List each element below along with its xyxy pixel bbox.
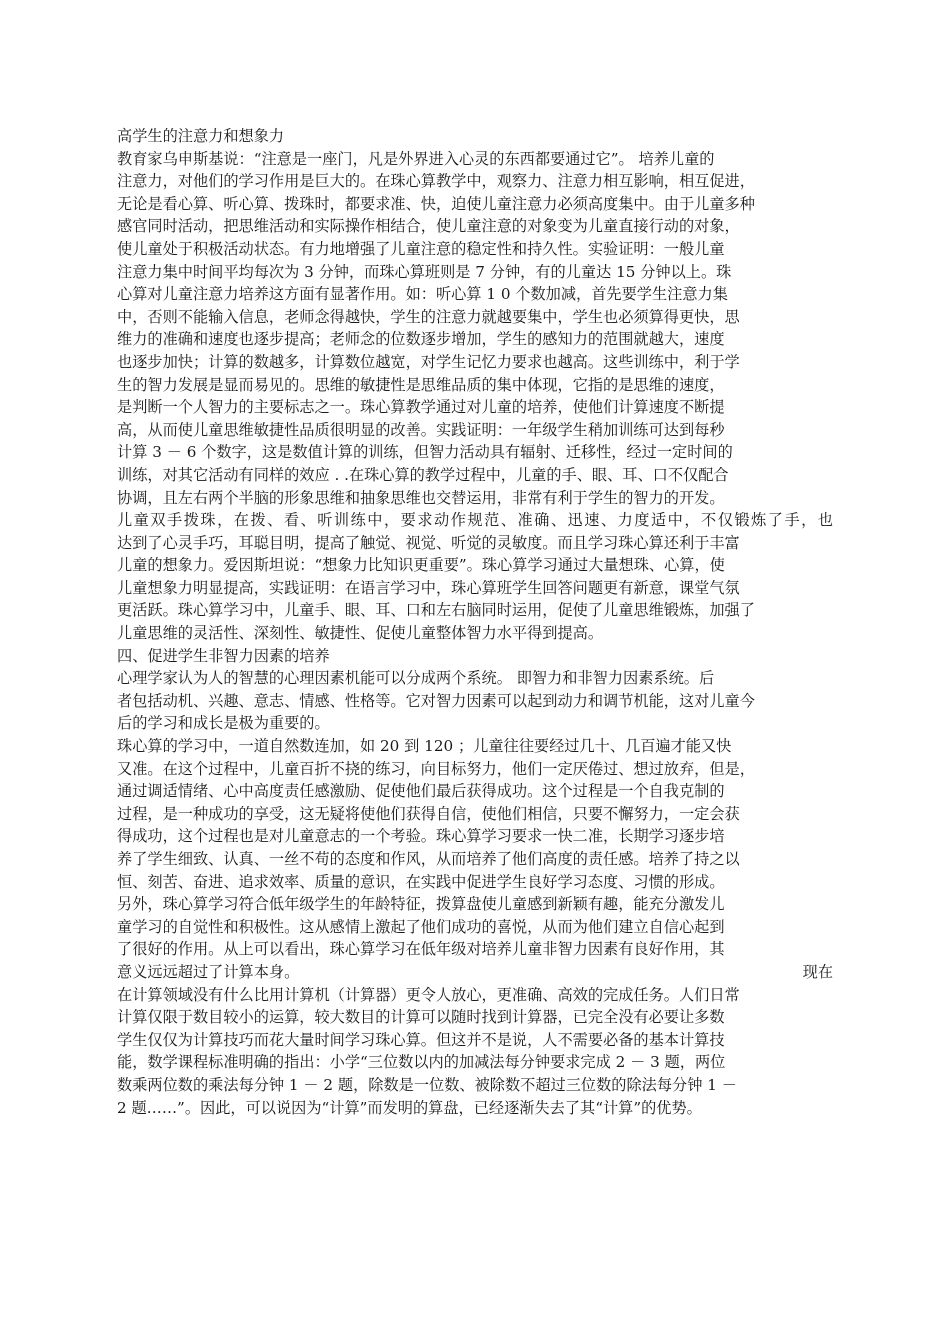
text-line: 通过调适情绪、心中高度责任感激励、促使他们最后获得成功。这个过程是一个自我克制的	[117, 782, 725, 801]
text-line: 儿童思维的灵活性、深刻性、敏捷性、促使儿童整体智力水平得到提高。	[117, 624, 603, 643]
text-line-left: 意义远远超过了计算本身。	[117, 962, 300, 981]
paragraph-block	[117, 984, 833, 1120]
text-line: 计算 3 － 6 个数字，这是数值计算的训练，但智力活动具有辐射、迁移性，经过一定时间的	[117, 443, 733, 462]
text-line: 教育家乌申斯基说：“注意是一座门，凡是外界进入心灵的东西都要通过它”。 培养儿童的	[117, 149, 715, 168]
text-line: 更活跃。珠心算学习中，儿童手、眼、耳、口和左右脑同时运用，促使了儿童思维锻炼，加强了	[117, 601, 755, 620]
text-line-split	[117, 961, 833, 984]
text-line: 另外，珠心算学习符合低年级学生的年龄特征，拨算盘使儿童感到新颖有趣，能充分激发儿	[117, 895, 725, 914]
text-line: 又准。在这个过程中，儿童百折不挠的练习，向目标努力，他们一定厌倦过、想过放弃，但是，	[117, 759, 755, 778]
text-line: 注意力，对他们的学习作用是巨大的。在珠心算教学中，观察力、注意力相互影响，相互促进，	[117, 172, 755, 191]
text-line: 四、促进学生非智力因素的培养	[117, 646, 330, 665]
text-line: 得成功，这个过程也是对儿童意志的一个考验。珠心算学习要求一快二准，长期学习逐步培	[117, 827, 725, 846]
text-line: 儿童双手拨珠，在拨、看、听训练中，要求动作规范、准确、迅速、力度适中，不仅锻炼了手，也	[117, 511, 835, 530]
text-line: 珠心算的学习中，一道自然数连加，如 20 到 120 ；儿童往往要经过几十、几百遍才能又快	[117, 737, 732, 756]
text-line: 童学习的自觉性和积极性。这从感情上激起了他们成功的喜悦，从而为他们建立自信心起到	[117, 917, 725, 936]
paragraph-block	[117, 125, 833, 961]
text-line: 生的智力发展是显而易见的。思维的敏捷性是思维品质的集中体现，它指的是思维的速度，	[117, 375, 725, 394]
text-line: 感官同时活动，把思维活动和实际操作相结合，使儿童注意的对象变为儿童直接行动的对象，	[117, 217, 740, 236]
text-line: 计算仅限于数目较小的运算，较大数目的计算可以随时找到计算器，已完全没有必要让多数	[117, 1008, 725, 1027]
text-line: 养了学生细致、认真、一丝不苟的态度和作风，从而培养了他们高度的责任感。培养了持之以	[117, 850, 740, 868]
text-line: 了很好的作用。从上可以看出，珠心算学习在低年级对培养儿童非智力因素有良好作用，其	[117, 940, 725, 959]
text-line: 高，从而使儿童思维敏捷性品质很明显的改善。实践证明：一年级学生稍加训练可达到每秒	[117, 420, 725, 439]
text-line: 注意力集中时间平均每次为 3 分钟，而珠心算班则是 7 分钟，有的儿童达 15 分钟以上。珠	[117, 262, 732, 281]
text-line: 高学生的注意力和想象力	[117, 127, 285, 145]
text-line: 2 题……”。因此，可以说因为“计算”而发明的算盘，已经逐渐失去了其“计算”的优势。	[117, 1098, 702, 1117]
text-line: 是判断一个人智力的主要标志之一。珠心算教学通过对儿童的培养，使他们计算速度不断提	[117, 398, 725, 417]
text-line: 恒、刻苦、奋进、追求效率、质量的意识，在实践中促进学生良好学习态度、习惯的形成。	[117, 872, 725, 891]
text-line: 学生仅仅为计算技巧而花大量时间学习珠心算。但这并不是说，人不需要必备的基本计算技	[117, 1030, 725, 1049]
text-line: 心理学家认为人的智慧的心理因素机能可以分成两个系统。 即智力和非智力因素系统。后	[117, 669, 715, 688]
text-line: 过程，是一种成功的享受，这无疑将使他们获得自信，使他们相信，只要不懈努力，一定会获	[117, 804, 740, 823]
text-line: 者包括动机、兴趣、意志、情感、性格等。它对智力因素可以起到动力和调节机能，这对儿童今	[117, 691, 755, 710]
text-line: 儿童的想象力。爱因斯坦说：“想象力比知识更重要”。珠心算学习通过大量想珠、心算，使	[117, 556, 725, 575]
document-body	[117, 125, 833, 1119]
text-line: 数乘两位数的乘法每分钟 1 － 2 题，除数是一位数、被除数不超过三位数的除法每分钟 1 －	[117, 1075, 737, 1094]
text-line-right: 现在	[802, 962, 833, 981]
text-line: 中，否则不能输入信息，老师念得越快，学生的注意力就越要集中，学生也必须算得更快，思	[117, 307, 740, 326]
text-line: 能，数学课程标准明确的指出：小学“三位数以内的加减法每分钟要求完成 2 － 3 题，两位	[117, 1053, 726, 1072]
text-line: 后的学习和成长是极为重要的。	[117, 714, 330, 733]
text-line: 在计算领域没有什么比用计算机（计算器）更令人放心，更准确、高效的完成任务。人们日常	[117, 985, 740, 1004]
text-line: 无论是看心算、听心算、拨珠时，都要求准、快，迫使儿童注意力必须高度集中。由于儿童多种	[117, 194, 755, 213]
text-line: 儿童想象力明显提高，实践证明：在语言学习中，珠心算班学生回答问题更有新意，课堂气氛	[117, 578, 740, 597]
text-line: 协调，且左右两个半脑的形象思维和抽象思维也交替运用，非常有利于学生的智力的开发。	[117, 488, 725, 507]
text-line: 维力的准确和速度也逐步提高；老师念的位数逐步增加，学生的感知力的范围就越大，速度	[117, 330, 725, 349]
text-line: 达到了心灵手巧，耳聪目明，提高了触觉、视觉、听觉的灵敏度。而且学习珠心算还利于丰富	[117, 533, 740, 552]
text-line: 使儿童处于积极活动状态。有力地增强了儿童注意的稳定性和持久性。实验证明：一般儿童	[117, 239, 725, 258]
text-line: 心算对儿童注意力培养这方面有显著作用。如：听心算 1 0 个数加减，首先要学生注意力集	[117, 285, 728, 304]
text-line: 训练，对其它活动有同样的效应 . .在珠心算的教学过程中，儿童的手、眼、耳、口不仅配合	[117, 465, 729, 484]
text-line: 也逐步加快；计算的数越多，计算数位越宽，对学生记忆力要求也越高。这些训练中，利于学	[117, 352, 740, 371]
